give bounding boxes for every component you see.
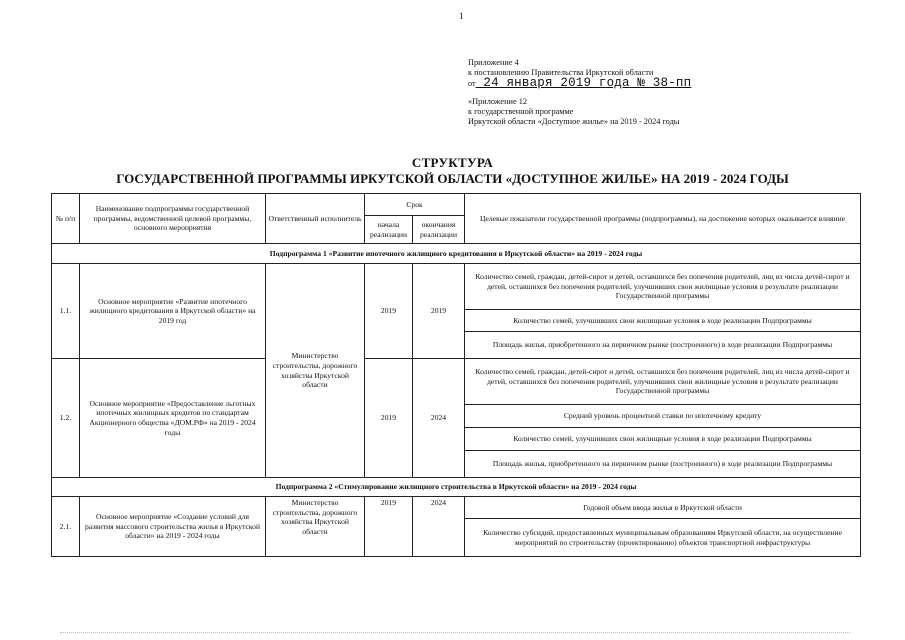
row-num: 1.1. <box>52 264 80 359</box>
row-indicator: Средний уровень процентной ставки по ипотечному кредиту <box>465 405 861 428</box>
row-indicator: Количество семей, улучшивших свои жилищные условия в ходе реализации Подпрограммы <box>465 428 861 451</box>
row-responsible: Министерство строительства, дорожного хозяйства Иркутской области <box>266 264 365 478</box>
annex-block <box>468 58 691 127</box>
row-end: 2024 <box>413 497 465 557</box>
header-name: Наименование подпрограммы государственной программы, ведомственной целевой программы, основного мероприятия <box>80 194 266 244</box>
document-title: СТРУКТУРА <box>411 155 494 170</box>
page-bottom-edge <box>60 632 850 634</box>
header-start: начала реализации <box>365 216 413 244</box>
row-name: Основное мероприятие «Предоставление льготных ипотечных жилищных кредитов по стандартам Акционерного общества «ДОМ.РФ» на 2019 - 2024 годы <box>80 359 266 478</box>
page-number: 1 <box>459 11 464 21</box>
row-indicator: Количество семей, граждан, детей-сирот и детей, оставшихся без попечения родителей, лиц из числа детей-сирот и детей, оставшихся без попечения родителей, улучшивших свои жилищные условия в результате реализации Государственной программы <box>465 264 861 310</box>
row-num: 1.2. <box>52 359 80 478</box>
annex-line: к государственной программе <box>468 106 574 116</box>
row-name: Основное мероприятие «Создание условий для развития массового строительства жилья в Иркутской области» на 2019 - 2024 годы <box>80 497 266 557</box>
row-start: 2019 <box>365 359 413 478</box>
header-term: Срок <box>365 194 465 216</box>
row-indicator: Площадь жилья, приобретенного на первичном рынке (построенного) в ходе реализации Подпрограммы <box>465 332 861 359</box>
row-start: 2019 <box>365 497 413 557</box>
annex-date-handwritten: 24 января 2019 года № 38-пп <box>475 76 692 91</box>
annex-line: к постановлению Правительства Иркутской области <box>468 68 654 78</box>
annex-line: Иркутской области «Доступное жилье» на 2019 - 2024 годы <box>468 117 680 127</box>
row-num: 2.1. <box>52 497 80 557</box>
subprogram-2-heading: Подпрограмма 2 «Стимулирование жилищного строительства в Иркутской области» на 2019 - 2024 годы <box>52 478 861 497</box>
annex-date-prefix: от <box>468 79 476 89</box>
structure-table <box>51 193 861 557</box>
header-end: окончания реализации <box>413 216 465 244</box>
document-subtitle: ГОСУДАРСТВЕННОЙ ПРОГРАММЫ ИРКУТСКОЙ ОБЛАСТИ «ДОСТУПНОЕ ЖИЛЬЕ» НА 2019 - 2024 ГОДЫ <box>116 171 789 186</box>
subprogram-1-heading: Подпрограмма 1 «Развитие ипотечного жилищного кредитования в Иркутской области» на 2019 - 2024 годы <box>52 244 861 264</box>
header-num: № п/п <box>52 194 80 244</box>
row-indicator: Количество семей, улучшивших свои жилищные условия в ходе реализации Подпрограммы <box>465 310 861 332</box>
annex-line: «Приложение 12 <box>468 96 528 106</box>
row-indicator: Годовой объем ввода жилья в Иркутской области <box>465 497 861 519</box>
row-indicator: Площадь жилья, приобретенного на первичном рынке (построенного) в ходе реализации Подпрограммы <box>465 451 861 478</box>
row-start: 2019 <box>365 264 413 359</box>
row-end: 2024 <box>413 359 465 478</box>
row-end: 2019 <box>413 264 465 359</box>
annex-date-line <box>468 78 691 89</box>
header-indicators: Целевые показатели государственной программы (подпрограммы), на достижение которых оказывается влияние <box>465 194 861 244</box>
row-responsible: Министерство строительства, дорожного хозяйства Иркутской области <box>266 497 365 557</box>
row-indicator: Количество семей, граждан, детей-сирот и детей, оставшихся без попечения родителей, лиц из числа детей-сирот и детей, оставшихся без попечения родителей, улучшивших свои жилищные условия в результате реализации Государственной программы <box>465 359 861 405</box>
row-name: Основное мероприятие «Развитие ипотечного жилищного кредитования в Иркутской области» на 2019 год <box>80 264 266 359</box>
header-responsible: Ответственный исполнитель <box>266 194 365 244</box>
annex-line: Приложение 4 <box>468 58 519 67</box>
row-indicator: Количество субсидий, предоставленных муниципальным образованиям Иркутской области, на осуществление мероприятий по строительству (проектированию) объектов транспортной инфраструктуры <box>465 519 861 557</box>
